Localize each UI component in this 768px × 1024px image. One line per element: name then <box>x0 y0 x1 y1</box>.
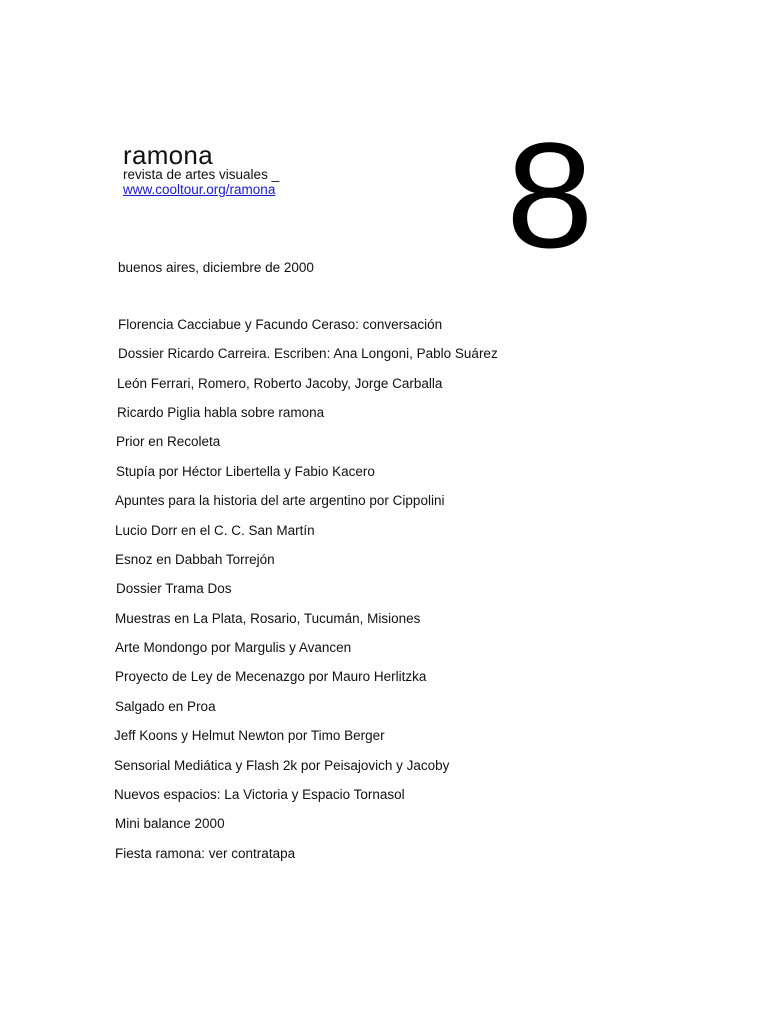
contents-item: Dossier Ricardo Carreira. Escriben: Ana Longoni, Pablo Suárez <box>118 346 498 361</box>
magazine-subtitle: revista de artes visuales _ <box>123 167 280 182</box>
contents-item: Arte Mondongo por Margulis y Avancen <box>115 640 352 655</box>
contents-item: Fiesta ramona: ver contratapa <box>115 846 296 861</box>
contents-item: Salgado en Proa <box>115 699 216 714</box>
contents-item: Nuevos espacios: La Victoria y Espacio Tornasol <box>114 787 405 802</box>
contents-item: Jeff Koons y Helmut Newton por Timo Berger <box>114 728 385 743</box>
magazine-website-link[interactable]: www.cooltour.org/ramona <box>123 182 276 197</box>
contents-item: Muestras en La Plata, Rosario, Tucumán, Misiones <box>115 611 421 626</box>
contents-item: Proyecto de Ley de Mecenazgo por Mauro Herlitzka <box>115 669 427 684</box>
dateline: buenos aires, diciembre de 2000 <box>118 260 314 275</box>
contents-item: Esnoz en Dabbah Torrejón <box>115 552 275 567</box>
contents-item: Lucio Dorr en el C. C. San Martín <box>115 523 315 538</box>
magazine-title: ramona <box>123 140 213 170</box>
contents-item: Ricardo Piglia habla sobre ramona <box>117 405 325 420</box>
contents-item: León Ferrari, Romero, Roberto Jacoby, Jorge Carballa <box>117 376 443 391</box>
contents-item: Apuntes para la historia del arte argentino por Cippolini <box>115 493 445 508</box>
contents-item: Dossier Trama Dos <box>116 581 232 596</box>
contents-item: Mini balance 2000 <box>115 816 225 831</box>
issue-number: 8 <box>506 111 594 279</box>
contents-item: Stupía por Héctor Libertella y Fabio Kacero <box>116 464 375 479</box>
masthead <box>123 140 279 199</box>
contents-item: Sensorial Mediática y Flash 2k por Peisajovich y Jacoby <box>114 758 450 773</box>
contents-item: Prior en Recoleta <box>116 434 221 449</box>
contents-item: Florencia Cacciabue y Facundo Ceraso: conversación <box>118 317 443 332</box>
